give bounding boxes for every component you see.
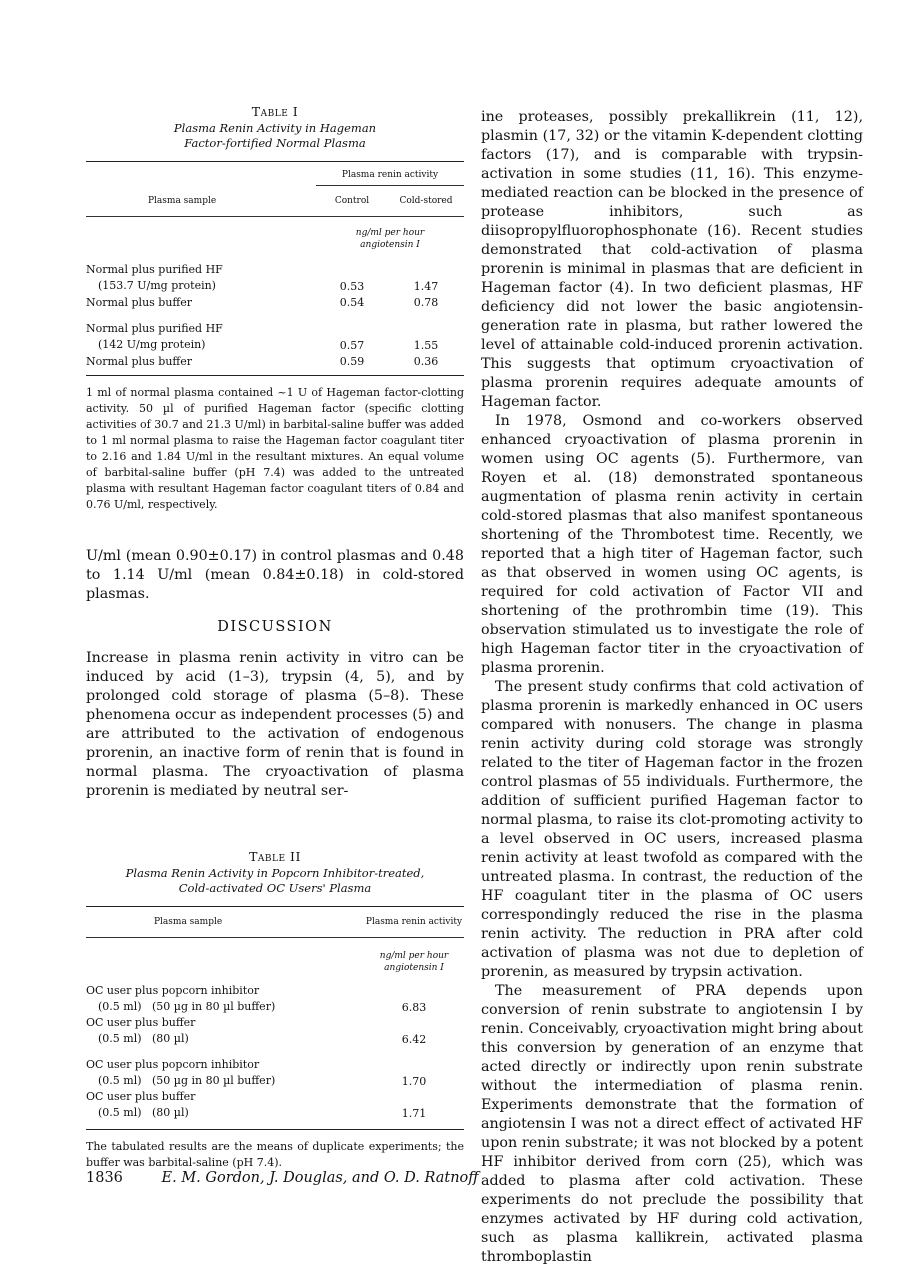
table-1-col-cold: Cold-stored	[399, 196, 453, 206]
row-label: Normal plus purified HF	[86, 263, 223, 276]
row-label: OC user plus popcorn inhibitor	[86, 984, 260, 997]
row-label: Normal plus buffer	[86, 355, 193, 368]
row-value: 1.71	[401, 1107, 427, 1120]
table-2-caption-1: Plasma Renin Activity in Popcorn Inhibitor-treated,	[125, 866, 425, 880]
right-column	[481, 108, 863, 1267]
row-sublabel: (0.5 ml) (50 µg in 80 µl buffer)	[98, 1000, 276, 1013]
table-row	[86, 352, 464, 376]
table-1-header-group: Plasma renin activity	[316, 162, 464, 186]
row-control: 0.53	[339, 280, 365, 293]
page-number: 1836	[86, 1170, 123, 1186]
row-label: OC user plus buffer	[86, 1016, 196, 1029]
table-2-units-1: ng/ml per hour	[379, 951, 449, 961]
row-control: 0.54	[339, 296, 365, 309]
row-sublabel: (153.7 U/mg protein)	[98, 279, 216, 292]
row-cold: 0.78	[413, 296, 439, 309]
row-cold: 0.36	[413, 355, 439, 368]
row-sublabel: (0.5 ml) (50 µg in 80 µl buffer)	[98, 1074, 276, 1087]
table-1-title: Table I	[251, 104, 299, 119]
table-2-title: Table II	[249, 849, 301, 864]
table-2-footnote: The tabulated results are the means of duplicate experiments; the buffer was barbital-saline (pH 7.4).	[86, 1140, 464, 1169]
row-label: Normal plus buffer	[86, 296, 193, 309]
row-cold: 1.55	[413, 339, 439, 352]
discussion-paragraph-2: ine proteases, possibly prekallikrein (11, 12), plasmin (17, 32) or the vitamin K-dependent clotting factors (17), and is comparable with trypsin-activation in some studies (11, 16). This enzyme-mediated reaction can be blocked in the presence of protease inhibitors, such as diisopropylfluorophosphonate (16). Recent studies demonstrated that cold-activation of plasma prorenin is minimal in plasmas that are deficient in Hageman factor (4). In two deficient plasmas, HF deficiency did not lower the basic angiotensin-generation rate in plasma, but rather lowered the level of attainable cold-induced prorenin activation. This suggests that optimum cryoactivation of plasma prorenin requires adequate amounts of Hageman factor.	[481, 109, 863, 410]
left-body	[86, 547, 464, 801]
row-label: OC user plus popcorn inhibitor	[86, 1058, 260, 1071]
table-2-col-sample: Plasma sample	[154, 917, 223, 927]
table-row	[86, 309, 464, 352]
page-footer	[86, 1170, 479, 1186]
row-sublabel: (0.5 ml) (80 µl)	[98, 1032, 189, 1045]
discussion-heading: DISCUSSION	[217, 619, 333, 635]
table-1	[86, 104, 464, 513]
table-row	[86, 1046, 464, 1088]
table-2-units-2: angiotensin I	[384, 963, 444, 973]
row-sublabel: (142 U/mg protein)	[98, 338, 206, 351]
table-2-col-activity: Plasma renin activity	[365, 917, 463, 927]
continuation-paragraph: U/ml (mean 0.90±0.17) in control plasmas and 0.48 to 1.14 U/ml (mean 0.84±0.18) in cold-stored plasmas.	[86, 548, 464, 602]
table-row	[86, 293, 464, 309]
row-value: 6.42	[401, 1033, 427, 1046]
row-cold: 1.47	[413, 280, 439, 293]
row-control: 0.59	[339, 355, 365, 368]
row-label: Normal plus purified HF	[86, 322, 223, 335]
discussion-paragraph-1: Increase in plasma renin activity in vitro can be induced by acid (1–3), trypsin (4, 5), and by prolonged cold storage of plasma (5–8). These phenomena occur as independent processes (5) and are attributed to the activation of endogenous prorenin, an inactive form of renin that is found in normal plasma. The cryoactivation of plasma prorenin is mediated by neutral ser-	[86, 650, 464, 799]
left-column	[86, 104, 464, 1171]
table-1-col-sample: Plasma sample	[148, 195, 217, 206]
table-1-grid	[86, 161, 464, 376]
table-row	[86, 982, 464, 1014]
table-row	[86, 1088, 464, 1130]
row-control: 0.57	[339, 339, 365, 352]
table-1-col-control: Control	[334, 196, 370, 206]
row-sublabel: (0.5 ml) (80 µl)	[98, 1106, 189, 1119]
table-1-caption: Plasma Renin Activity in Hageman Factor-fortified Normal Plasma	[173, 121, 377, 150]
table-row	[86, 1014, 464, 1046]
discussion-paragraph-4: The present study confirms that cold activation of plasma prorenin is markedly enhanced in OC users compared with nonusers. The change in plasma renin activity during cold storage was strongly related to the titer of Hageman factor in the frozen control plasmas of 55 individuals. Furthermore, the addition of sufficient purified Hageman factor to normal plasma, to raise its clot-promoting activity to a level observed in OC users, increased plasma renin activity at least twofold as compared with the untreated plasma. In contrast, the reduction of the HF coagulant titer in the plasma of OC users correspondingly reduced the rise in the plasma renin activity. The reduction in PRA after cold activation of plasma was not due to depletion of prorenin, as measured by trypsin activation.	[481, 679, 863, 980]
discussion-paragraph-3: In 1978, Osmond and co-workers observed enhanced cryoactivation of plasma prorenin in women using OC agents (5). Furthermore, van Royen et al. (18) demonstrated spontaneous augmentation of plasma renin activity in certain cold-stored plasmas that also manifest spontaneous shortening of the Thrombotest time. Recently, we reported that a high titer of Hageman factor, such as that observed in women using OC agents, is required for cold activation of Factor VII and shortening of the prothrombin time (19). This observation stimulated us to investigate the role of high Hageman factor titer in the cryoactivation of plasma prorenin.	[481, 413, 863, 676]
row-label: OC user plus buffer	[86, 1090, 196, 1103]
table-2	[86, 849, 464, 1171]
discussion-paragraph-5: The measurement of PRA depends upon conversion of renin substrate to angiotensin I by renin. Conceivably, cryoactivation might bring about this conversion by generation of an enzyme that acted directly or indirectly upon renin substrate without the intermediation of plasma renin. Experiments demonstrate that the formation of angiotensin I was not a direct effect of activated HF upon renin substrate; it was not blocked by a potent HF inhibitor derived from corn (25), which was added to plasma after cold activation. These experiments do not preclude the possibility that enzymes activated by HF during cold activation, such as plasma kallikrein, activated plasma thromboplastin	[481, 983, 863, 1265]
table-2-grid	[86, 906, 464, 1130]
row-value: 1.70	[401, 1075, 427, 1088]
table-1-units-1: ng/ml per hour	[355, 228, 425, 238]
table-1-footnote: 1 ml of normal plasma contained ~1 U of Hageman factor-clotting activity. 50 µl of purified Hageman factor (specific clotting activities of 30.7 and 21.3 U/ml) in barbital-saline buffer was added to 1 ml normal plasma to raise the Hageman factor coagulant titer to 2.16 and 1.84 U/ml in the resultant mixtures. An equal volume of barbital-saline buffer (pH 7.4) was added to the untreated plasma with resultant Hageman factor coagulant titers of 0.84 and 0.76 U/ml, respectively.	[86, 386, 464, 511]
running-authors: E. M. Gordon, J. Douglas, and O. D. Ratnoff	[161, 1170, 479, 1186]
table-row	[86, 259, 464, 293]
row-value: 6.83	[401, 1001, 427, 1014]
table-2-caption-2: Cold-activated OC Users' Plasma	[178, 881, 372, 895]
table-1-units-2: angiotensin I	[360, 240, 420, 250]
